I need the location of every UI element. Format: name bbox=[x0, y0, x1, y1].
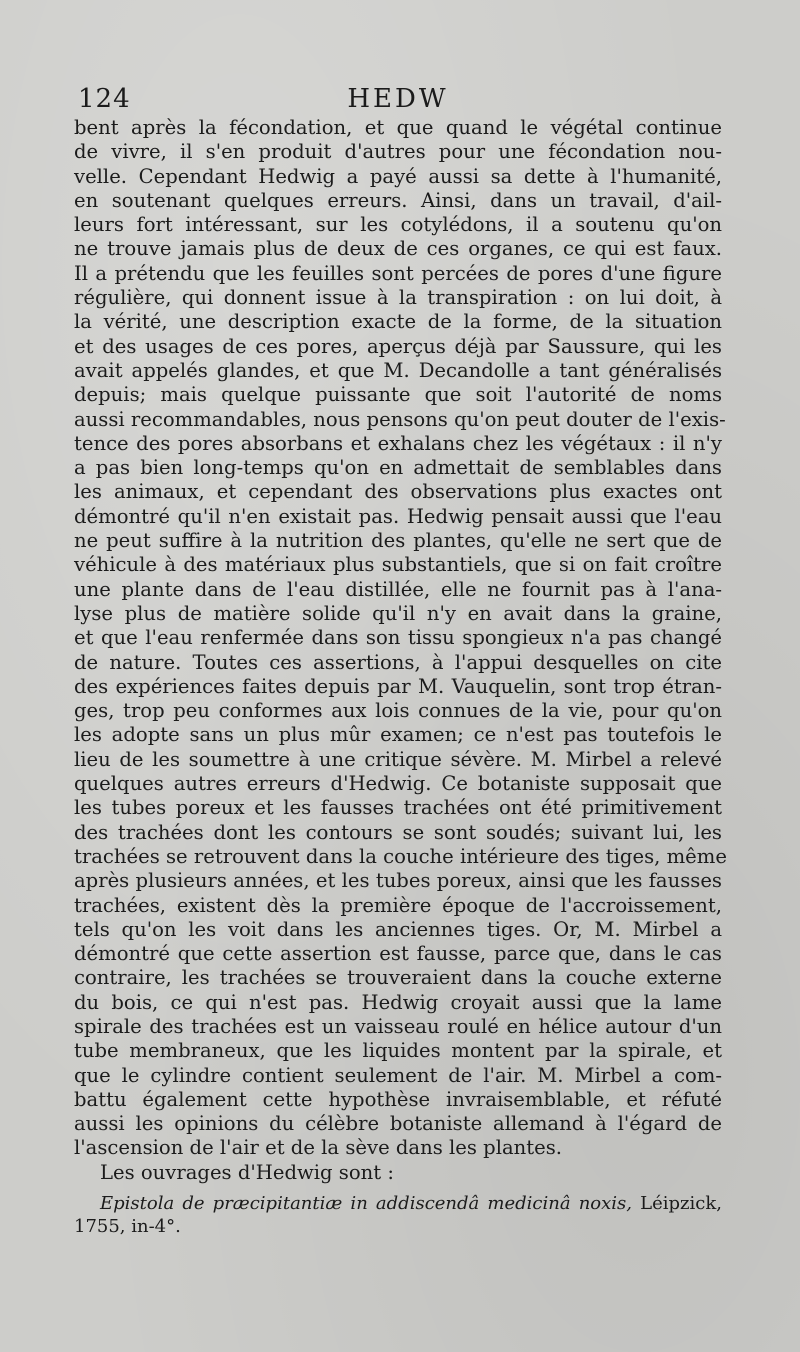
work-title: Epistola de præcipitantiæ in addiscendâ medicinâ noxis, bbox=[100, 1193, 633, 1214]
text-line: spirale des trachées est un vaisseau roulé en hélice autour d'un bbox=[74, 1014, 722, 1038]
text-line: tence des pores absorbans et exhalans chez les végétaux : il n'y bbox=[74, 431, 722, 455]
bibliography-line bbox=[74, 1192, 722, 1215]
text-line: en soutenant quelques erreurs. Ainsi, dans un travail, d'ail- bbox=[74, 188, 722, 212]
text-line: battu également cette hypothèse invraisemblable, et réfuté bbox=[74, 1087, 722, 1111]
text-line: tube membraneux, que les liquides montent par la spirale, et bbox=[74, 1039, 722, 1063]
text-line: l'ascension de l'air et de la sève dans les plantes. bbox=[74, 1136, 563, 1160]
text-line: lieu de les soumettre à une critique sévère. M. Mirbel a relevé bbox=[74, 747, 722, 771]
text-line: ne peut suffire à la nutrition des plantes, qu'elle ne sert que de bbox=[74, 529, 722, 553]
page-header bbox=[74, 80, 722, 120]
bibliography-entry bbox=[74, 1192, 722, 1238]
text-line: lyse plus de matière solide qu'il n'y en avait dans la graine, bbox=[74, 601, 722, 625]
text-line: une plante dans de l'eau distillée, elle ne fournit pas à l'ana- bbox=[74, 577, 722, 601]
text-line: depuis; mais quelque puissante que soit l'autorité de noms bbox=[74, 383, 722, 407]
text-line: démontré que cette assertion est fausse, parce que, dans le cas bbox=[74, 942, 722, 966]
text-line: les adopte sans un plus mûr examen; ce n'est pas toutefois le bbox=[74, 723, 722, 747]
running-title: HEDW bbox=[347, 84, 449, 114]
text-line: trachées se retrouvent dans la couche intérieure des tiges, même bbox=[74, 844, 727, 868]
text-line: trachées, existent dès la première époque de l'accroissement, bbox=[74, 893, 722, 917]
main-text bbox=[74, 116, 727, 1185]
text-line: les animaux, et cependant des observations plus exactes ont bbox=[74, 480, 722, 504]
text-line: aussi les opinions du célèbre botaniste allemand à l'égard de bbox=[74, 1112, 722, 1136]
text-line: bent après la fécondation, et que quand le végétal continue bbox=[74, 116, 722, 139]
text-line: Il a prétendu que les feuilles sont percées de pores d'une figure bbox=[74, 261, 722, 285]
text-line: régulière, qui donnent issue à la transpiration : on lui doit, à bbox=[74, 286, 722, 310]
text-line: et que l'eau renfermée dans son tissu spongieux n'a pas changé bbox=[74, 626, 722, 650]
text-line: velle. Cependant Hedwig a payé aussi sa dette à l'humanité, bbox=[74, 164, 722, 188]
text-line: la vérité, une description exacte de la forme, de la situation bbox=[74, 310, 722, 334]
text-line: tels qu'on les voit dans les anciennes tiges. Or, M. Mirbel a bbox=[74, 917, 722, 941]
text-line: contraire, les trachées se trouveraient dans la couche externe bbox=[74, 966, 722, 990]
text-line: et des usages de ces pores, aperçus déjà par Saussure, qui les bbox=[74, 334, 722, 358]
text-line: après plusieurs années, et les tubes poreux, ainsi que les fausses bbox=[74, 869, 722, 893]
text-line: a pas bien long-temps qu'on en admettait de semblables dans bbox=[74, 456, 722, 480]
text-line: ges, trop peu conformes aux lois connues de la vie, pour qu'on bbox=[74, 699, 722, 723]
text-line: véhicule à des matériaux plus substantiels, que si on fait croître bbox=[74, 553, 722, 577]
text-line: de vivre, il s'en produit d'autres pour une fécondation nou- bbox=[74, 140, 722, 164]
text-line: des expériences faites depuis par M. Vauquelin, sont trop étran- bbox=[74, 674, 722, 698]
publication-place: Léipzick, bbox=[632, 1193, 722, 1214]
text-line: démontré qu'il n'en existait pas. Hedwig pensait aussi que l'eau bbox=[74, 504, 722, 528]
text-line: des trachées dont les contours se sont soudés; suivant lui, les bbox=[74, 820, 722, 844]
text-line: de nature. Toutes ces assertions, à l'appui desquelles on cite bbox=[74, 650, 722, 674]
text-line: avait appelés glandes, et que M. Decandolle a tant généralisés bbox=[74, 358, 722, 382]
text-line: quelques autres erreurs d'Hedwig. Ce botaniste supposait que bbox=[74, 772, 722, 796]
page-number: 124 bbox=[78, 84, 131, 114]
publication-date: 1755, in-4°. bbox=[74, 1216, 181, 1237]
text-line: que le cylindre contient seulement de l'air. M. Mirbel a com- bbox=[74, 1063, 722, 1087]
text-line: aussi recommandables, nous pensons qu'on peut douter de l'exis- bbox=[74, 407, 726, 431]
text-line: du bois, ce qui n'est pas. Hedwig croyait aussi que la lame bbox=[74, 990, 722, 1014]
text-line: les tubes poreux et les fausses trachées ont été primitivement bbox=[74, 796, 722, 820]
text-line: ne trouve jamais plus de deux de ces organes, ce qui est faux. bbox=[74, 237, 722, 261]
works-intro: Les ouvrages d'Hedwig sont : bbox=[100, 1160, 394, 1184]
text-line: leurs fort intéressant, sur les cotylédons, il a soutenu qu'on bbox=[74, 213, 722, 237]
